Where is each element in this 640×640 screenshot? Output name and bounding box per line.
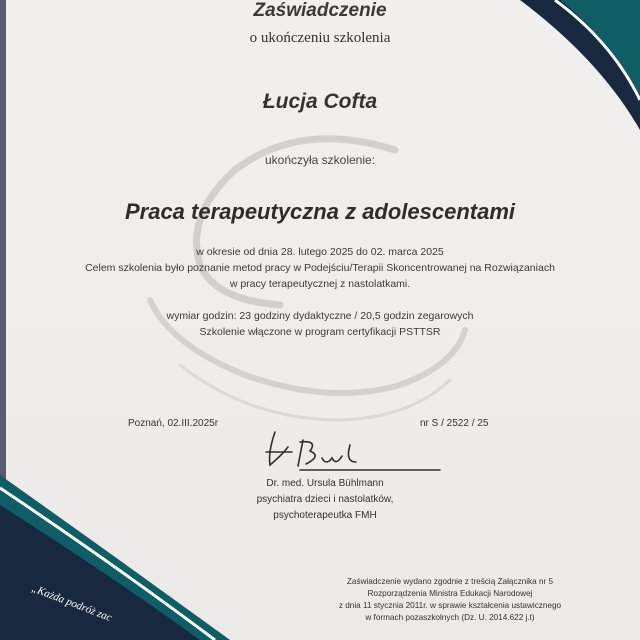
- legal-note-line-4: w formach pozaszkolnych (Dz. U. 2014.622 j.t): [365, 613, 535, 622]
- course-title: Praca terapeutyczna z adolescentami: [124, 199, 516, 224]
- training-hours: wymiar godzin: 23 godziny dydaktyczne / 20,5 godzin zegarowych: [166, 310, 474, 322]
- legal-note-line-2: Rozporządzenia Ministra Edukacji Narodowej: [367, 589, 533, 598]
- recipient-name: Łucja Cofta: [262, 90, 378, 113]
- signatory-name: Dr. med. Ursula Bühlmann: [266, 478, 384, 489]
- certificate-number: nr S / 2522 / 25: [420, 418, 489, 429]
- training-purpose-line-2: w pracy terapeutycznej z nastolatkami.: [229, 278, 411, 290]
- certification-program: Szkolenie włączone w program certyfikacji PSTTSR: [199, 326, 441, 338]
- certificate-subtitle: o ukończeniu szkolenia: [249, 30, 391, 46]
- legal-note-line-3: z dnia 11 stycznia 2011r. w sprawie kształcenia ustawicznego: [338, 601, 562, 610]
- legal-note-line-1: Zaświadczenie wydano zgodnie z treścią Załącznika nr 5: [346, 577, 554, 586]
- place-and-date: Poznań, 02.III.2025r: [128, 418, 219, 429]
- training-purpose-line-1: Celem szkolenia było poznanie metod pracy w Podejściu/Terapii Skoncentrowanej na Rozwiązaniach: [85, 262, 555, 274]
- motto-text: „Każda podróż zac: [29, 582, 114, 625]
- left-edge-bar: [0, 0, 6, 520]
- handwritten-signature: [266, 432, 440, 470]
- signatory-role-1: psychiatra dzieci i nastolatków,: [256, 494, 394, 505]
- certificate-title: Zaświadczenie: [253, 0, 387, 21]
- completed-label: ukończyła szkolenie:: [264, 153, 376, 167]
- signatory-role-2: psychoterapeutka FMH: [273, 510, 377, 521]
- training-period: w okresie od dnia 28. lutego 2025 do 02. marca 2025: [196, 246, 444, 258]
